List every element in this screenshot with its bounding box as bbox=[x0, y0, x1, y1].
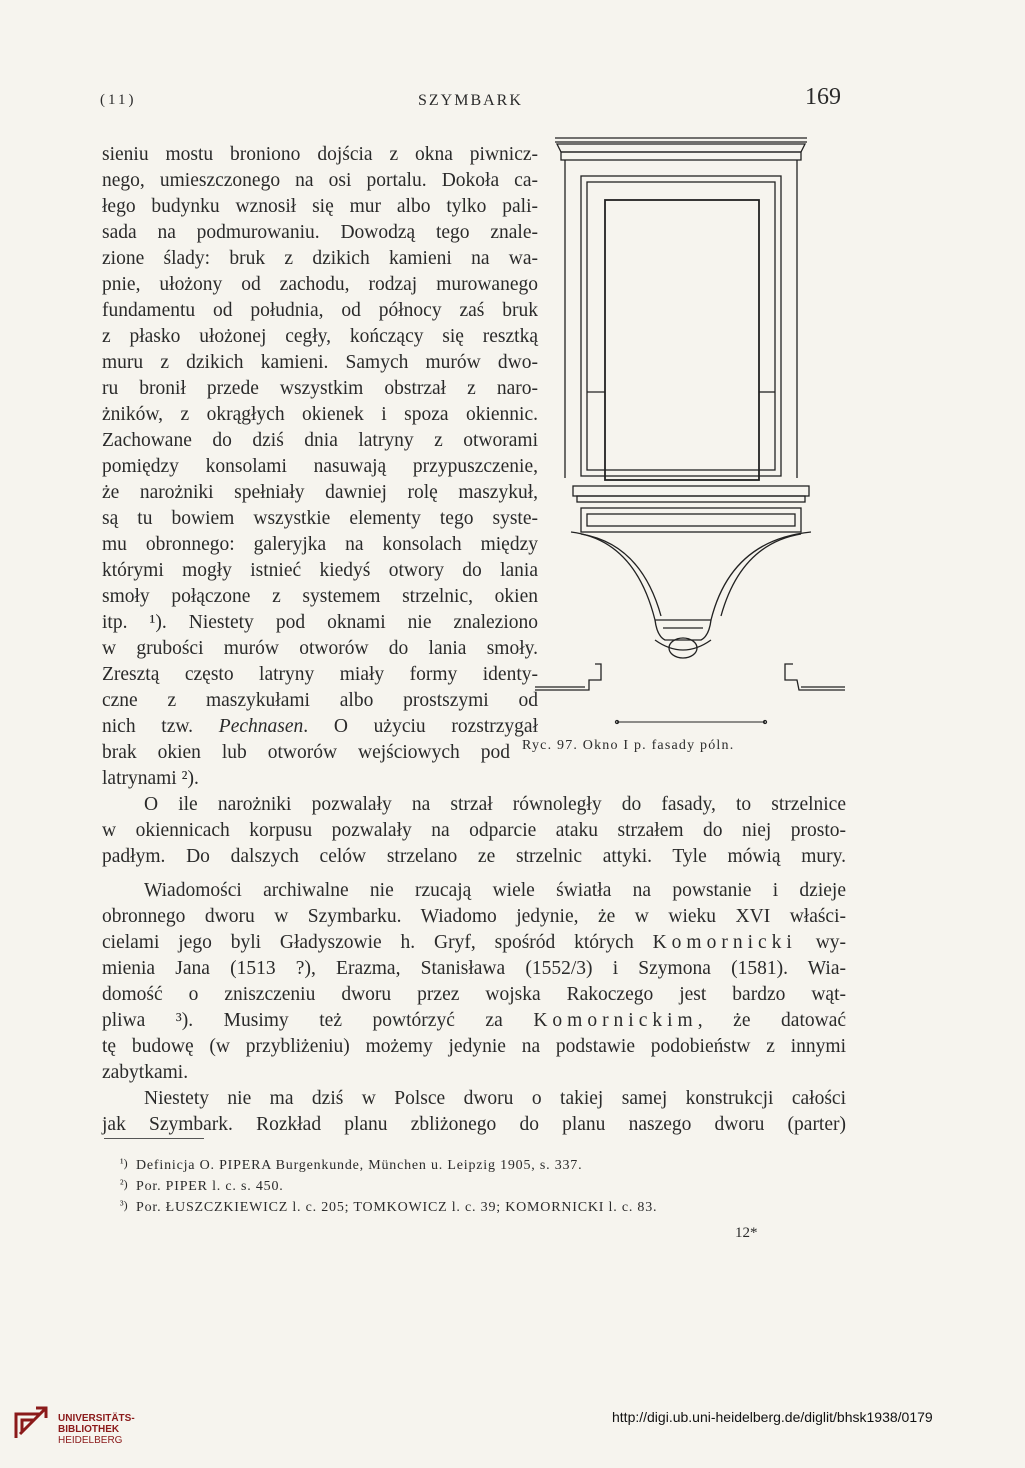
text-line: ru bronił przede wszystkim obstrzał z naro- bbox=[102, 378, 538, 399]
footnote: Definicja O. PIPERA Burgenkunde, München u. Leipzig 1905, s. 337. bbox=[136, 1158, 583, 1173]
footnote-mark: ¹) bbox=[120, 1156, 128, 1170]
footnote-mark: ³) bbox=[120, 1198, 128, 1212]
text-line: są tu bowiem wszystkie elementy tego syste- bbox=[102, 508, 538, 529]
spaced-name: Komornicki bbox=[652, 932, 797, 953]
library-name-line: HEIDELBERG bbox=[58, 1435, 123, 1446]
text-fragment: . O użyciu rozstrzygał bbox=[303, 716, 539, 737]
text-line bbox=[102, 714, 538, 740]
text-line: tę budowę (w przybliżeniu) możemy jedynie na podstawie podobieństw z innymi bbox=[102, 1036, 846, 1057]
text-line: O ile narożniki pozwalały na strzał równoległy do fasady, to strzelnice bbox=[144, 794, 846, 815]
text-line: w grubości murów otworów do lania smoły. bbox=[102, 638, 538, 659]
text-line: pomiędzy konsolami nasuwają przypuszczenie, bbox=[102, 456, 538, 477]
text-line: w okiennicach korpusu pozwalały na odparcie ataku strzałem do niej prosto- bbox=[102, 820, 846, 841]
spaced-name: Komornickim bbox=[533, 1010, 698, 1031]
text-fragment: , że datować bbox=[697, 1010, 847, 1031]
text-line: domość o zniszczeniu dworu przez wojska Rakoczego jest bardzo wąt- bbox=[102, 984, 846, 1005]
window-drawing bbox=[535, 130, 845, 730]
text-line: sieniu mostu broniono dojścia z okna piwnicz- bbox=[102, 144, 538, 165]
text-line: sada na podmurowaniu. Dowodzą tego znale- bbox=[102, 222, 538, 243]
text-line: z płasko ułożonej cegły, kończący się resztką bbox=[102, 326, 538, 347]
text-line: muru z dzikich kamieni. Samych murów dwo- bbox=[102, 352, 538, 373]
text-line: zione ślady: bruk z dzikich kamieni na wa- bbox=[102, 248, 538, 269]
text-fragment: nich tzw. bbox=[102, 716, 194, 737]
text-fragment: wy- bbox=[815, 932, 847, 953]
text-line: latrynami ²). bbox=[102, 768, 199, 789]
library-name-line: UNIVERSITÄTS- bbox=[58, 1413, 135, 1424]
library-logo-icon bbox=[10, 1400, 54, 1444]
text-line: mienia Jana (1513 ?), Erazma, Stanisława (1552/3) i Szymona (1581). Wia- bbox=[102, 958, 846, 979]
library-name bbox=[58, 1413, 135, 1446]
text-line: Niestety nie ma dziś w Polsce dworu o takiej samej konstrukcji całości bbox=[144, 1088, 846, 1109]
text-line: którymi mogły istnieć kiedyś otwory do lania bbox=[102, 560, 538, 581]
text-line: zabytkami. bbox=[102, 1062, 189, 1083]
text-line: fundamentu od południa, od północy zaś bruk bbox=[102, 300, 538, 321]
signature-mark: 12* bbox=[735, 1225, 758, 1241]
text-line: nego, umieszczonego na osi portalu. Dokoła ca- bbox=[102, 170, 538, 191]
text-line: padłym. Do dalszych celów strzelano ze strzelnic attyki. Tyle mówią mury. bbox=[102, 846, 846, 867]
text-line: że narożniki spełniały dawniej rolę maszykuł, bbox=[102, 482, 538, 503]
footnote: Por. ŁUSZCZKIEWICZ l. c. 205; TOMKOWICZ l. c. 39; KOMORNICKI l. c. 83. bbox=[136, 1200, 658, 1215]
text-line: Zresztą często latryny miały formy identy- bbox=[102, 664, 538, 685]
text-line: mu obronnego: galeryjka na konsolach między bbox=[102, 534, 538, 555]
running-title: SZYMBARK bbox=[418, 92, 523, 109]
text-line: czne z maszykułami albo prostszymi od bbox=[102, 690, 538, 711]
text-line: żników, z okrągłych okienek i spoza okiennic. bbox=[102, 404, 538, 425]
text-line: łego budynku wznosił się mur albo tylko pali- bbox=[102, 196, 538, 217]
chapter-number: (11) bbox=[100, 92, 137, 108]
figure-caption: Ryc. 97. Okno I p. fasady póln. bbox=[522, 738, 735, 753]
text-line: brak okien lub otworów wejściowych pod bbox=[102, 742, 510, 763]
text-line: obronnego dworu w Szymbarku. Wiadomo jedynie, że w wieku XVI właści- bbox=[102, 906, 846, 927]
text-line: itp. ¹). Niestety pod oknami nie znaleziono bbox=[102, 612, 538, 633]
text-line: jak Szymbark. Rozkład planu zbliżonego do planu naszego dworu (parter) bbox=[102, 1114, 846, 1135]
italic-term: Pechnasen bbox=[218, 716, 304, 737]
library-name-line: BIBLIOTHEK bbox=[58, 1424, 120, 1435]
text-fragment: pliwa ³). Musimy też powtórzyć za bbox=[102, 1010, 503, 1031]
source-url[interactable]: http://digi.ub.uni-heidelberg.de/diglit/bhsk1938/0179 bbox=[612, 1409, 933, 1425]
text-line: Zachowane do dziś dnia latryny z otworami bbox=[102, 430, 538, 451]
text-line bbox=[102, 930, 846, 956]
text-fragment: cielami jego byli Gładyszowie h. Gryf, spośród których bbox=[102, 932, 634, 953]
footnote-mark: ²) bbox=[120, 1177, 128, 1191]
page-number: 169 bbox=[805, 84, 841, 110]
text-line: smoły połączone z systemem strzelnic, okien bbox=[102, 586, 538, 607]
footnote-divider bbox=[104, 1138, 204, 1139]
text-line: Wiadomości archiwalne nie rzucają wiele światła na powstanie i dzieje bbox=[144, 880, 846, 901]
footnote: Por. PIPER l. c. s. 450. bbox=[136, 1179, 284, 1194]
text-line bbox=[102, 1008, 846, 1034]
text-line: pnie, ułożony od zachodu, rodzaj murowanego bbox=[102, 274, 538, 295]
